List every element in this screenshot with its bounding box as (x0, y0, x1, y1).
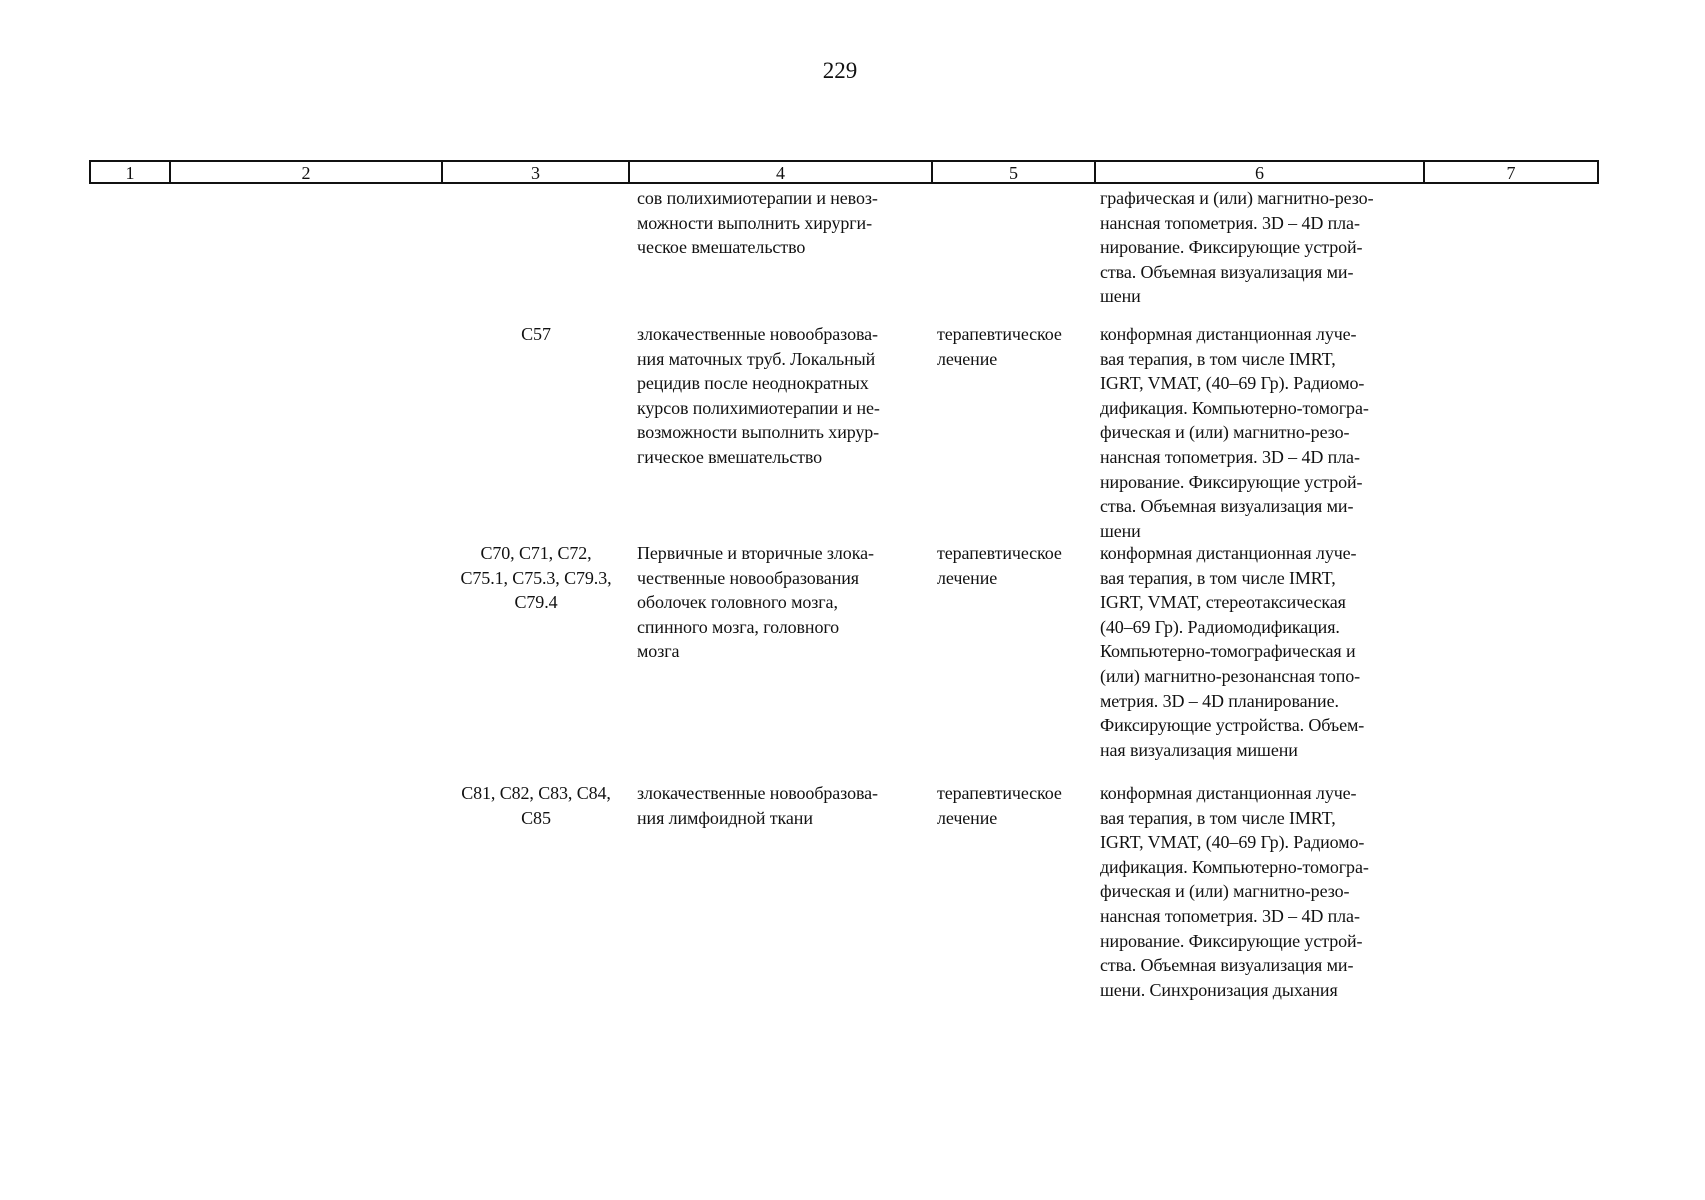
row-3-treatment: терапевтическое лечение (937, 783, 1062, 828)
page-number: 229 (822, 58, 858, 83)
row-1-treatment: терапевтическое лечение (937, 324, 1062, 369)
row-2-description: Первичные и вторичные злока- чественные новообразования оболочек головного мозга, спинного мозга, головного мозга (637, 543, 874, 662)
header-col-3: 3 (441, 162, 628, 182)
header-col-6: 6 (1094, 162, 1423, 182)
header-col-7: 7 (1423, 162, 1597, 182)
row-2-method: конформная дистанционная луче- вая терапия, в том числе IMRT, IGRT, VMAT, стереотаксическая (40–69 Гр). Радиомодификация. Компьютерно-томографическая и (или) магнитно-резонансная топо- метрия. 3D – 4D планирование. Фиксирующие устройства. Объем- ная визуализация мишени (1100, 543, 1365, 760)
row-1-description: злокачественные новообразова- ния маточных труб. Локальный рецидив после неоднократных курсов полихимиотерапии и не- возможности выполнить хирур- гическое вмешательство (637, 324, 880, 467)
row-3-description: злокачественные новообразова- ния лимфоидной ткани (637, 783, 878, 828)
row-1-codes: C57 (521, 324, 551, 344)
row-0-description: сов полихимиотерапии и невоз- можности выполнить хирурги- ческое вмешательство (637, 188, 878, 258)
header-col-1: 1 (125, 163, 135, 183)
row-3-method: конформная дистанционная луче- вая терапия, в том числе IMRT, IGRT, VMAT, (40–69 Гр). Радиомо- дификация. Компьютерно-томогра- фическая и (или) магнитно-резо- нансная топометрия. 3D – 4D пла- нирование. Фиксирующие устрой- ства. Объемная визуализация ми- шени. Синхронизация дыхания (1100, 783, 1369, 1000)
row-2-treatment: терапевтическое лечение (937, 543, 1062, 588)
header-col-4: 4 (628, 162, 931, 182)
row-1-method: конформная дистанционная луче- вая терапия, в том числе IMRT, IGRT, VMAT, (40–69 Гр). Радиомо- дификация. Компьютерно-томогра- фическая и (или) магнитно-резо- нансная топометрия. 3D – 4D пла- нирование. Фиксирующие устрой- ства. Объемная визуализация ми- шени (1100, 324, 1369, 541)
table-header-row (89, 160, 1599, 184)
header-col-5: 5 (931, 162, 1094, 182)
row-2-codes: C70, C71, C72, C75.1, C75.3, C79.3, C79.4 (460, 543, 612, 613)
row-0-method: графическая и (или) магнитно-резо- нансная топометрия. 3D – 4D пла- нирование. Фиксирующие устрой- ства. Объемная визуализация ми- шени (1100, 188, 1374, 307)
row-3-codes: C81, C82, C83, C84, C85 (461, 783, 611, 828)
header-col-2: 2 (169, 162, 441, 182)
